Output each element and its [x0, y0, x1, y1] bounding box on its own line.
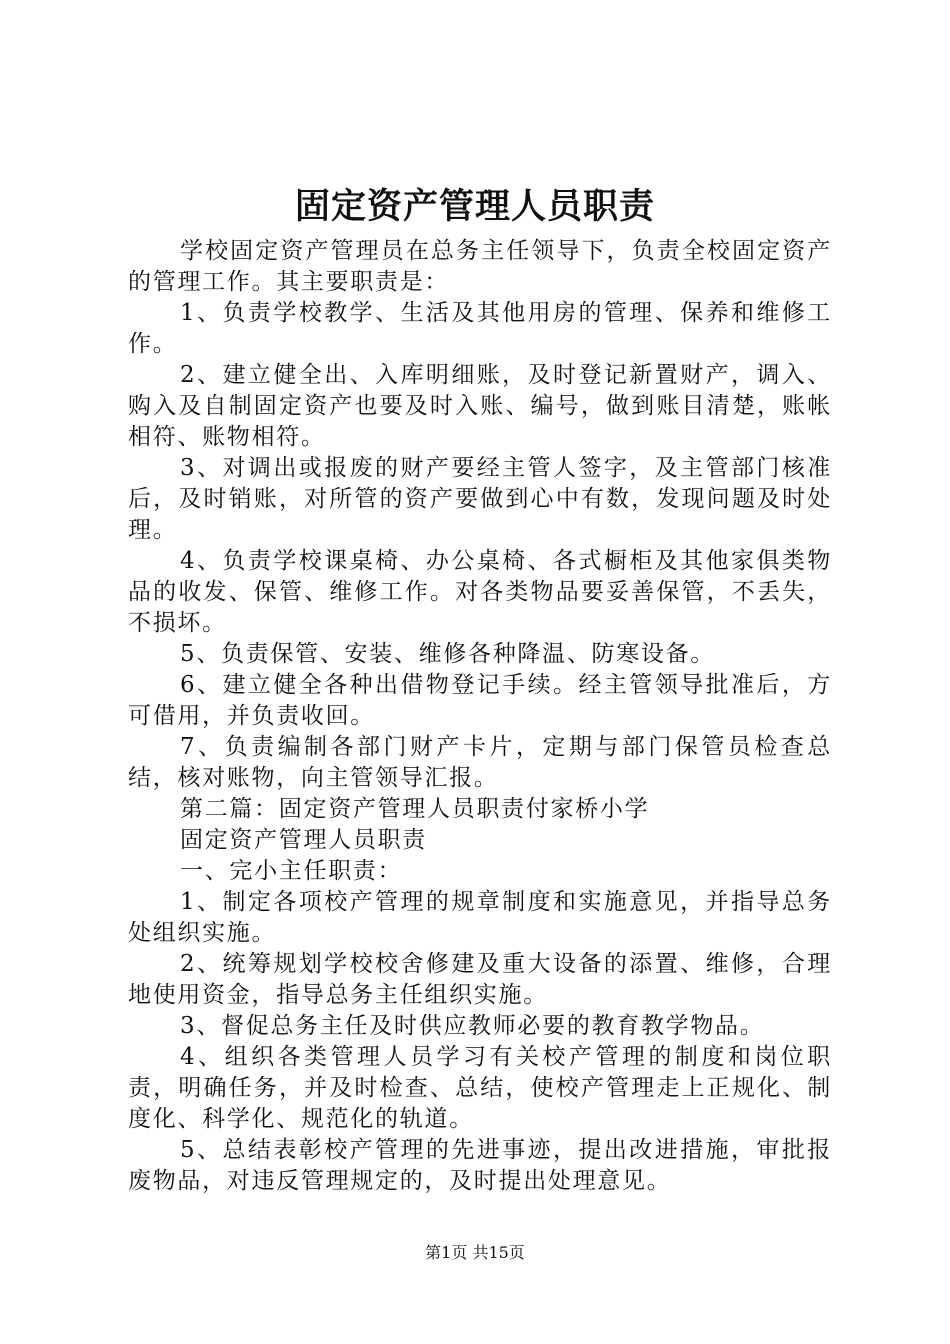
duty-item-3: 3、对调出或报废的财产要经主管人签字，及主管部门核准后，及时销账，对所管的资产要做到心中有数，发现问题及时处理。 [128, 455, 832, 543]
section-subtitle: 固定资产管理人员职责 [180, 827, 427, 853]
section-heading-part-two: 第二篇：固定资产管理人员职责付家桥小学 [180, 796, 650, 822]
duty-item-5: 5、负责保管、安装、维修各种降温、防寒设备。 [180, 641, 716, 667]
duty-item-6: 6、建立健全各种出借物登记手续。经主管领导批准后，方可借用，并负责收回。 [128, 672, 832, 729]
director-duty-item-5: 5、总结表彰校产管理的先进事迹，提出改进措施，审批报废物品，对违反管理规定的，及时提出处理意见。 [128, 1137, 832, 1194]
director-duty-item-1: 1、制定各项校产管理的规章制度和实施意见，并指导总务处组织实施。 [128, 889, 832, 946]
director-duty-item-4: 4、组织各类管理人员学习有关校产管理的制度和岗位职责，明确任务，并及时检查、总结，使校产管理走上正规化、制度化、科学化、规范化的轨道。 [128, 1044, 832, 1132]
duty-item-2: 2、建立健全出、入库明细账，及时登记新置财产，调入、购入及自制固定资产也要及时入账、编号，做到账目清楚，账帐相符、账物相符。 [128, 362, 832, 450]
intro-paragraph: 学校固定资产管理员在总务主任领导下，负责全校固定资产的管理工作。其主要职责是： [128, 238, 832, 295]
page-footer: 第1页 共15页 [425, 1243, 525, 1262]
duty-item-1: 1、负责学校教学、生活及其他用房的管理、保养和维修工作。 [128, 300, 832, 357]
document-title: 固定资产管理人员职责 [294, 186, 655, 227]
director-duty-item-2: 2、统筹规划学校校舍修建及重大设备的添置、维修，合理地使用资金，指导总务主任组织实施。 [128, 951, 832, 1008]
subsection-heading: 一、完小主任职责： [180, 858, 403, 884]
duty-item-4: 4、负责学校课桌椅、办公桌椅、各式橱柜及其他家俱类物品的收发、保管、维修工作。对各类物品要妥善保管，不丢失，不损坏。 [128, 548, 832, 636]
duty-item-7: 7、负责编制各部门财产卡片，定期与部门保管员检查总结，核对账物，向主管领导汇报。 [128, 734, 832, 791]
director-duty-item-3: 3、督促总务主任及时供应教师必要的教育教学物品。 [180, 1013, 765, 1039]
document-body [128, 236, 832, 1197]
